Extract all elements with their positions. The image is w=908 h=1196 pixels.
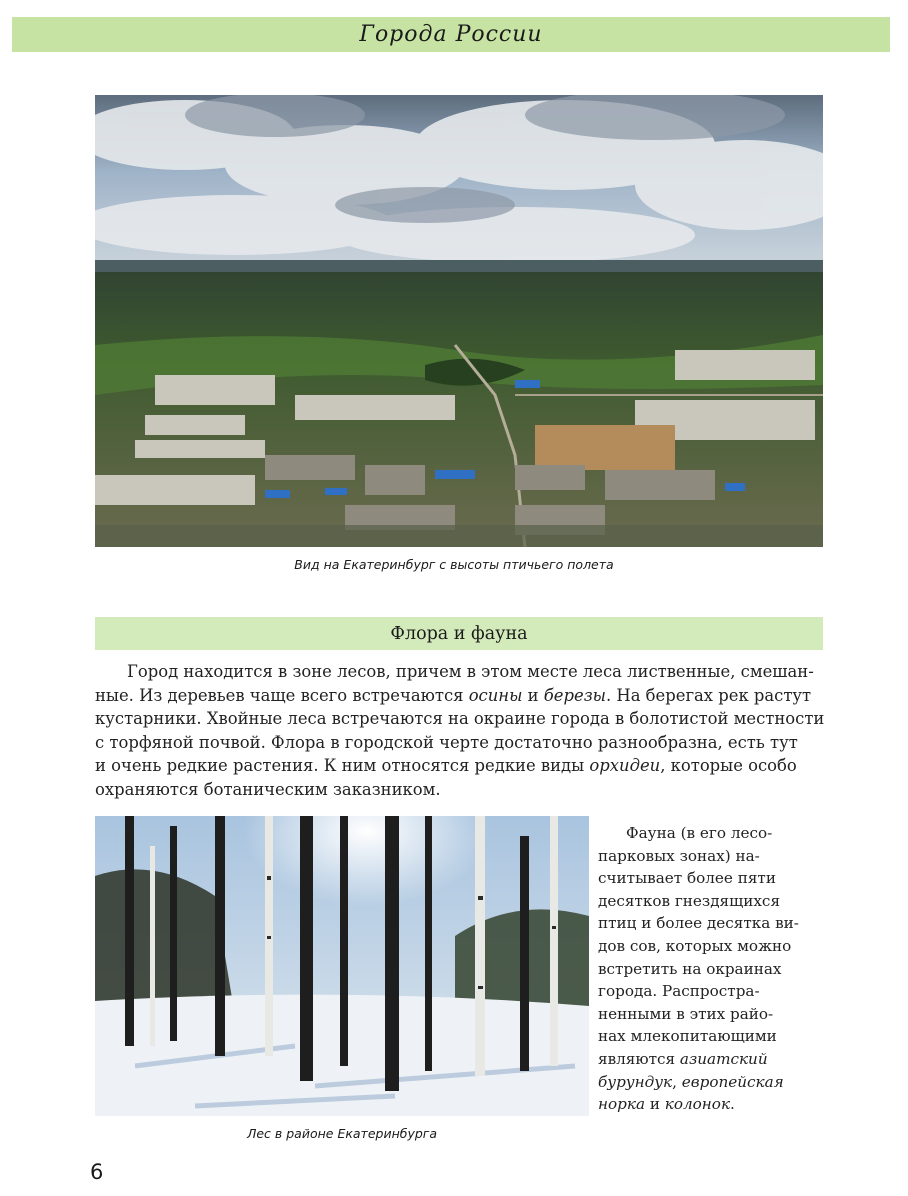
aerial-city-photo <box>95 95 823 547</box>
text-line: считывает более пяти <box>598 869 776 888</box>
forest-photo-caption: Лес в районе Екатеринбурга <box>246 1126 438 1141</box>
text-line: десятков гнездящихся <box>598 891 781 910</box>
text-line: норка и колонок. <box>598 1095 735 1114</box>
page-number: 6 <box>90 1160 104 1184</box>
running-header-title: Города России <box>359 22 543 47</box>
text-line: кустарники. Хвойные леса встречаются на окраине города в болотистой местности <box>95 709 825 728</box>
text-line: ные. Из деревьев чаще всего встречаются осины и березы. На берегах рек растут <box>95 685 812 705</box>
forest-image <box>95 816 589 1116</box>
text-line: дов сов, которых можно <box>598 936 792 955</box>
text-line: птиц и более десятка ви- <box>598 914 799 933</box>
section-heading: Флора и фауна <box>390 623 528 644</box>
text-line: бурундук, европейская <box>598 1072 784 1091</box>
text-line: Город находится в зоне лесов, причем в этом месте леса лиственные, смешан- <box>127 662 814 681</box>
text-line: ненными в этих райо- <box>598 1004 774 1023</box>
text-line: парковых зонах) на- <box>598 846 760 865</box>
text-line: нах млекопитающими <box>598 1027 777 1046</box>
text-line: встретить на окраинах <box>598 959 782 978</box>
flora-paragraph <box>95 660 823 801</box>
text-line: и очень редкие растения. К ним относятся редкие виды орхидеи, которые особо <box>95 756 797 775</box>
text-line: с торфяной почвой. Флора в городской черте достаточно разнообразна, есть тут <box>95 732 798 752</box>
aerial-photo-caption: Вид на Екатеринбург с высоты птичьего полета <box>294 557 614 572</box>
section-heading-bar <box>95 617 823 650</box>
fauna-paragraph <box>598 822 826 1116</box>
running-header <box>12 17 890 52</box>
text-line: города. Распростра- <box>598 982 760 1001</box>
text-line: являются азиатский <box>598 1049 768 1068</box>
text-line: Фауна (в его лесо- <box>626 824 773 842</box>
text-line: охраняются ботаническим заказником. <box>95 779 441 799</box>
aerial-city-image <box>95 95 823 547</box>
forest-photo <box>95 816 589 1116</box>
